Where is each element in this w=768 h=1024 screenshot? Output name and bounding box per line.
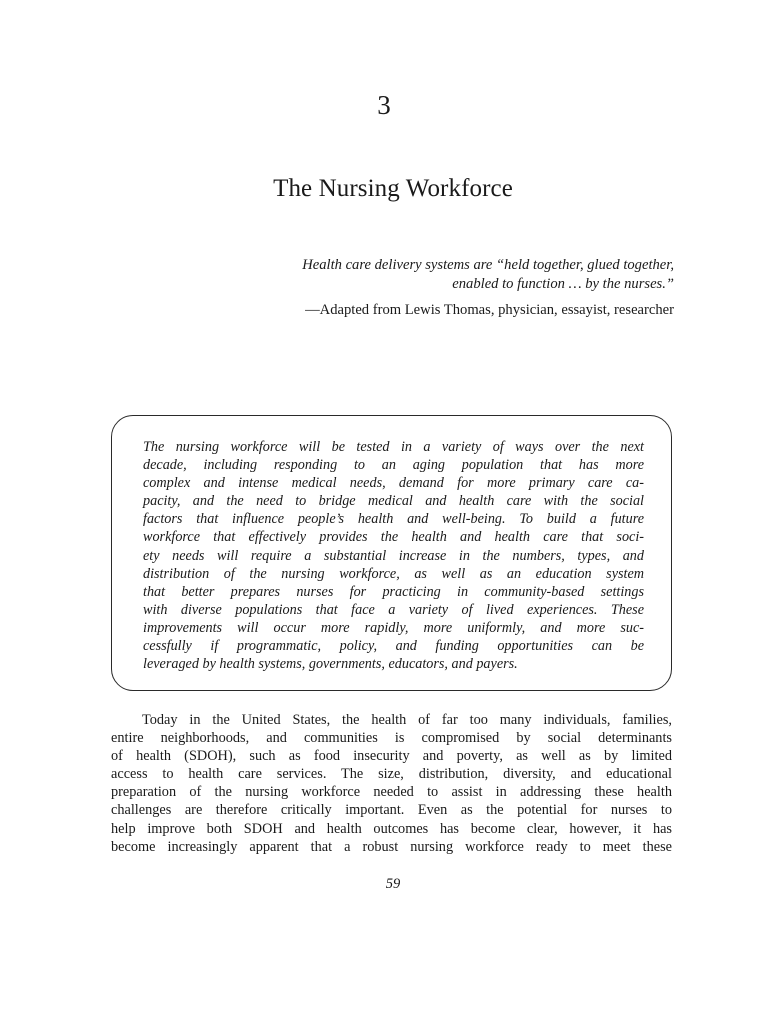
body-line: of health (SDOH), such as food insecurity and poverty, as well as by limited <box>111 748 672 765</box>
summary-line: cessfully if programmatic, policy, and funding opportunities can be <box>143 638 644 655</box>
summary-line: workforce that effectively provides the health and health care that soci- <box>143 529 644 546</box>
summary-line: factors that influence people’s health and well-being. To build a future <box>143 511 644 528</box>
epigraph <box>170 256 674 319</box>
body-paragraph <box>111 711 672 856</box>
summary-line: The nursing workforce will be tested in a variety of ways over the next <box>143 439 644 455</box>
summary-line: leveraged by health systems, governments, educators, and payers. <box>143 656 518 673</box>
summary-line: pacity, and the need to bridge medical and health care with the social <box>143 493 644 510</box>
body-line: entire neighborhoods, and communities is compromised by social determinants <box>111 730 672 747</box>
epigraph-line: enabled to function … by the nurses.” <box>452 275 674 292</box>
summary-line: with diverse populations that face a variety of lived experiences. These <box>143 601 644 618</box>
summary-line: ety needs will require a substantial increase in the numbers, types, and <box>143 547 644 564</box>
summary-line: that better prepares nurses for practicing in community-based settings <box>143 583 644 600</box>
epigraph-attribution: —Adapted from Lewis Thomas, physician, essayist, researcher <box>305 302 674 318</box>
body-line: access to health care services. The size, distribution, diversity, and educational <box>111 766 672 783</box>
body-line: Today in the United States, the health of far too many individuals, families, <box>142 712 672 728</box>
body-line: help improve both SDOH and health outcomes has become clear, however, it has <box>111 820 672 837</box>
body-line: become increasingly apparent that a robust nursing workforce ready to meet these <box>111 838 672 855</box>
chapter-summary-text <box>143 438 644 673</box>
page-number: 59 <box>385 876 401 892</box>
body-line: challenges are therefore critically important. Even as the potential for nurses to <box>111 802 672 819</box>
epigraph-line: Health care delivery systems are “held together, glued together, <box>302 257 674 273</box>
summary-line: decade, including responding to an aging population that has more <box>143 457 644 474</box>
chapter-title: The Nursing Workforce <box>273 175 513 202</box>
epigraph-quote <box>170 256 674 293</box>
chapter-summary-box <box>111 415 672 691</box>
summary-line: complex and intense medical needs, demand for more primary care ca- <box>143 475 644 492</box>
body-line: preparation of the nursing workforce needed to assist in addressing these health <box>111 784 672 801</box>
summary-line: improvements will occur more rapidly, more uniformly, and more suc- <box>143 619 644 636</box>
chapter-number: 3 <box>377 90 391 120</box>
summary-line: distribution of the nursing workforce, as well as an education system <box>143 565 644 582</box>
